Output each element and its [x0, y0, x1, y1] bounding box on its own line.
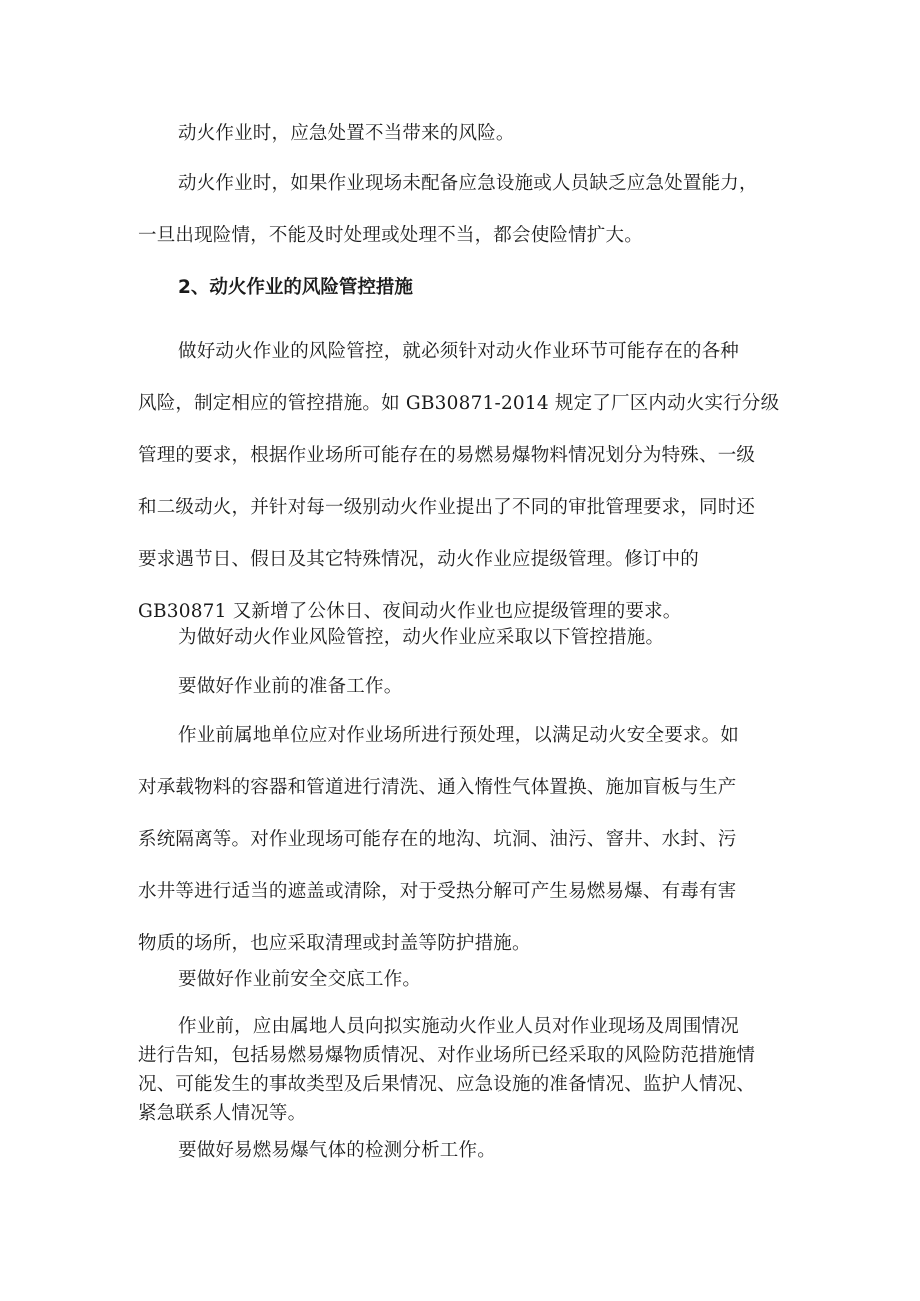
paragraph-preparation	[138, 661, 808, 713]
text-line: 水井等进行适当的遮盖或清除，对于受热分解可产生易燃易爆、有毒有害	[138, 881, 737, 902]
paragraph-risk-control	[138, 326, 808, 638]
text-line: GB30871 又新增了公休日、夜间动火作业也应提级管理的要求。	[138, 601, 682, 622]
paragraph-gas-detection	[138, 1125, 808, 1177]
text-line: 要做好易燃易爆气体的检测分析工作。	[178, 1140, 496, 1161]
text-line: 一旦出现险情，不能及时处理或处理不当，都会使险情扩大。	[138, 225, 643, 246]
text-line: 要求遇节日、假日及其它特殊情况，动火作业应提级管理。修订中的	[138, 549, 700, 570]
text-line: 动火作业时，应急处置不当带来的风险。	[178, 123, 515, 144]
text-line: 风险，制定相应的管控措施。如 GB30871-2014 规定了厂区内动火实行分级	[138, 393, 780, 414]
text-line: 况、可能发生的事故类型及后果情况、应急设施的准备情况、监护人情况、	[138, 1074, 756, 1095]
text-line: 作业前，应由属地人员向拟实施动火作业人员对作业现场及周围情况	[178, 1016, 740, 1037]
text-line: 系统隔离等。对作业现场可能存在的地沟、坑洞、油污、窨井、水封、污	[138, 829, 737, 850]
paragraph-emergency-detail	[138, 158, 808, 262]
text-line: 动火作业时，如果作业现场未配备应急设施或人员缺乏应急处置能力，	[178, 173, 758, 194]
paragraph-emergency-risk	[138, 108, 808, 160]
section-heading: 2、动火作业的风险管控措施	[178, 277, 413, 298]
text-line: 做好动火作业的风险管控，就必须针对动火作业环节可能存在的各种	[178, 341, 740, 362]
text-line: 要做好作业前的准备工作。	[178, 676, 403, 697]
paragraph-safety-briefing	[138, 954, 808, 1006]
text-line: 和二级动火，并针对每一级别动火作业提出了不同的审批管理要求，同时还	[138, 497, 756, 518]
text-line: 对承载物料的容器和管道进行清洗、通入惰性气体置换、施加盲板与生产	[138, 777, 737, 798]
text-line: 进行告知，包括易燃易爆物质情况、对作业场所已经采取的风险防范措施情	[138, 1045, 756, 1066]
text-line: 管理的要求，根据作业场所可能存在的易燃易爆物料情况划分为特殊、一级	[138, 445, 756, 466]
text-line: 要做好作业前安全交底工作。	[178, 969, 422, 990]
text-line: 作业前属地单位应对作业场所进行预处理，以满足动火安全要求。如	[178, 725, 740, 746]
text-line: 物质的场所，也应采取清理或封盖等防护措施。	[138, 933, 531, 954]
paragraph-briefing-detail	[138, 1012, 808, 1128]
text-line: 为做好动火作业风险管控，动火作业应采取以下管控措施。	[178, 627, 665, 648]
paragraph-pretreatment	[138, 710, 808, 970]
paragraph-measures-intro	[138, 612, 808, 664]
text-line: 紧急联系人情况等。	[138, 1103, 307, 1124]
